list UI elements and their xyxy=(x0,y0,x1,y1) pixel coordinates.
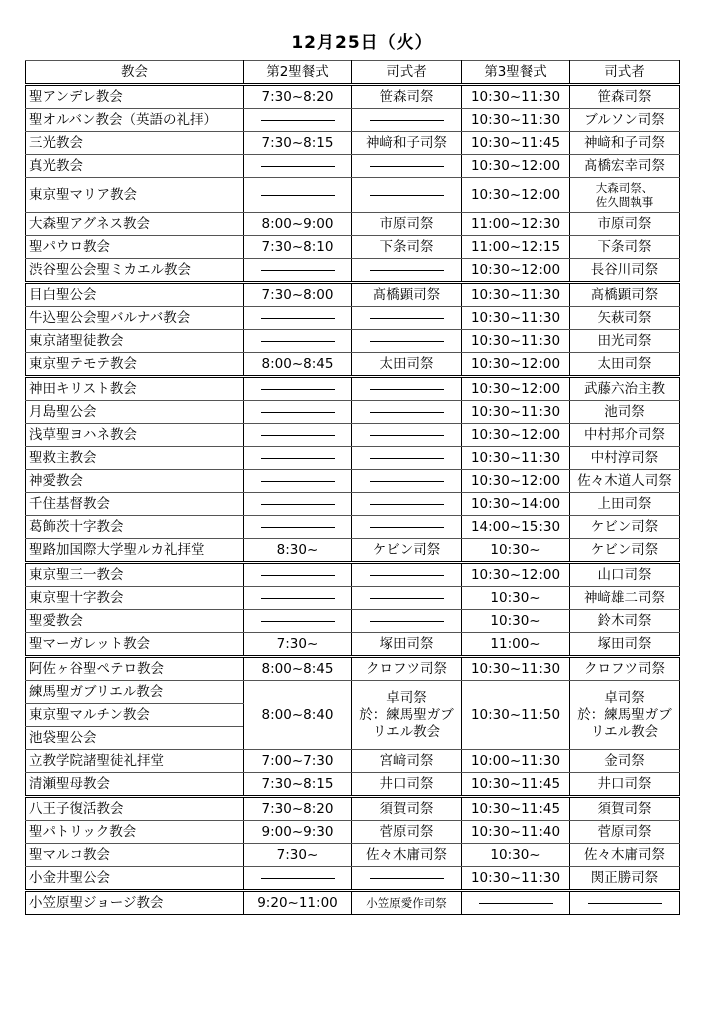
second-service-time: 9:00~9:30 xyxy=(244,821,352,844)
table-row xyxy=(26,377,680,401)
table-row xyxy=(26,867,680,891)
table-row xyxy=(26,563,680,587)
second-service-officiant xyxy=(352,424,462,447)
second-service-officiant: ケビン司祭 xyxy=(352,539,462,563)
third-service-time: 11:00~12:15 xyxy=(462,236,570,259)
church-name: 清瀬聖母教会 xyxy=(26,773,244,797)
second-service-time xyxy=(244,610,352,633)
empty-dash xyxy=(261,621,335,622)
third-service-officiant: 矢萩司祭 xyxy=(570,307,680,330)
empty-dash xyxy=(261,481,335,482)
table-row xyxy=(26,587,680,610)
second-service-officiant: 塚田司祭 xyxy=(352,633,462,657)
church-name: 聖マルコ教会 xyxy=(26,844,244,867)
third-service-time: 10:30~14:00 xyxy=(462,493,570,516)
second-service-time xyxy=(244,493,352,516)
church-name: 小笠原聖ジョージ教会 xyxy=(26,891,244,915)
third-service-officiant: 佐々木道人司祭 xyxy=(570,470,680,493)
third-service-time: 10:30~ xyxy=(462,844,570,867)
second-service-time xyxy=(244,587,352,610)
empty-dash xyxy=(261,527,335,528)
table-row xyxy=(26,633,680,657)
third-service-time: 10:30~11:30 xyxy=(462,283,570,307)
second-service-time: 7:00~7:30 xyxy=(244,750,352,773)
table-row xyxy=(26,307,680,330)
third-service-officiant: 塚田司祭 xyxy=(570,633,680,657)
third-service-time: 10:30~11:30 xyxy=(462,867,570,891)
third-service-officiant: 下条司祭 xyxy=(570,236,680,259)
third-service-officiant xyxy=(570,891,680,915)
empty-dash xyxy=(370,621,444,622)
second-service-officiant: クロフツ司祭 xyxy=(352,657,462,681)
table-row xyxy=(26,424,680,447)
table-row xyxy=(26,155,680,178)
third-service-officiant: 市原司祭 xyxy=(570,213,680,236)
third-service-time: 11:00~12:30 xyxy=(462,213,570,236)
second-service-time xyxy=(244,516,352,539)
empty-dash xyxy=(370,166,444,167)
empty-dash xyxy=(479,903,553,904)
third-service-time: 10:30~12:00 xyxy=(462,155,570,178)
third-service-time: 10:30~11:30 xyxy=(462,401,570,424)
service-schedule-table xyxy=(25,60,680,915)
second-service-time xyxy=(244,330,352,353)
second-service-time: 7:30~8:15 xyxy=(244,132,352,155)
second-service-officiant xyxy=(352,447,462,470)
church-name: 神田キリスト教会 xyxy=(26,377,244,401)
third-service-officiant: 卓司祭 於：練馬聖ガブリエル教会 xyxy=(570,681,680,750)
table-row xyxy=(26,681,680,704)
second-service-time: 7:30~8:20 xyxy=(244,797,352,821)
third-service-time: 10:30~11:30 xyxy=(462,330,570,353)
second-service-officiant xyxy=(352,610,462,633)
second-service-time: 8:00~9:00 xyxy=(244,213,352,236)
empty-dash xyxy=(261,412,335,413)
third-service-time: 10:30~ xyxy=(462,610,570,633)
second-service-officiant xyxy=(352,516,462,539)
table-row xyxy=(26,330,680,353)
church-name: 阿佐ヶ谷聖ペテロ教会 xyxy=(26,657,244,681)
second-service-officiant xyxy=(352,587,462,610)
empty-dash xyxy=(370,598,444,599)
third-service-time: 10:30~11:30 xyxy=(462,447,570,470)
third-service-time: 10:30~12:00 xyxy=(462,353,570,377)
third-service-officiant: 鈴木司祭 xyxy=(570,610,680,633)
empty-dash xyxy=(370,458,444,459)
table-row xyxy=(26,891,680,915)
church-name: 池袋聖公会 xyxy=(26,727,244,750)
table-row xyxy=(26,821,680,844)
third-service-time: 10:30~12:00 xyxy=(462,259,570,283)
second-service-officiant: 井口司祭 xyxy=(352,773,462,797)
church-name: 東京聖テモテ教会 xyxy=(26,353,244,377)
church-name: 真光教会 xyxy=(26,155,244,178)
third-service-time: 10:30~11:45 xyxy=(462,773,570,797)
third-service-time: 10:30~12:00 xyxy=(462,178,570,213)
second-service-officiant xyxy=(352,178,462,213)
church-name: 神愛教会 xyxy=(26,470,244,493)
third-service-time: 10:30~12:00 xyxy=(462,424,570,447)
second-service-officiant: 小笠原愛作司祭 xyxy=(352,891,462,915)
church-name: 東京諸聖徒教会 xyxy=(26,330,244,353)
empty-dash xyxy=(370,195,444,196)
church-name: 東京聖マリア教会 xyxy=(26,178,244,213)
empty-dash xyxy=(370,878,444,879)
table-row xyxy=(26,797,680,821)
header-third-service: 第3聖餐式 xyxy=(462,61,570,85)
empty-dash xyxy=(261,504,335,505)
empty-dash xyxy=(261,458,335,459)
church-name: 聖アンデレ教会 xyxy=(26,85,244,109)
third-service-time: 14:00~15:30 xyxy=(462,516,570,539)
third-service-time: 10:30~11:50 xyxy=(462,681,570,750)
third-service-officiant: 菅原司祭 xyxy=(570,821,680,844)
second-service-time xyxy=(244,109,352,132)
third-service-officiant: 井口司祭 xyxy=(570,773,680,797)
empty-dash xyxy=(370,412,444,413)
table-row xyxy=(26,213,680,236)
third-service-officiant: ケビン司祭 xyxy=(570,539,680,563)
church-name: 聖オルバン教会（英語の礼拝） xyxy=(26,109,244,132)
second-service-officiant: 宮﨑司祭 xyxy=(352,750,462,773)
third-service-time: 10:30~12:00 xyxy=(462,470,570,493)
second-service-time: 9:20~11:00 xyxy=(244,891,352,915)
table-row xyxy=(26,401,680,424)
second-service-officiant xyxy=(352,401,462,424)
second-service-officiant xyxy=(352,155,462,178)
table-row xyxy=(26,283,680,307)
second-service-time: 8:00~8:45 xyxy=(244,657,352,681)
empty-dash xyxy=(261,575,335,576)
third-service-officiant: 神﨑雄二司祭 xyxy=(570,587,680,610)
empty-dash xyxy=(261,435,335,436)
second-service-time: 8:30~ xyxy=(244,539,352,563)
church-name: 聖愛教会 xyxy=(26,610,244,633)
table-row xyxy=(26,447,680,470)
third-service-officiant: 髙橋宏幸司祭 xyxy=(570,155,680,178)
second-service-time: 7:30~8:00 xyxy=(244,283,352,307)
second-service-officiant: 菅原司祭 xyxy=(352,821,462,844)
third-service-officiant: 笹森司祭 xyxy=(570,85,680,109)
third-service-time: 10:30~ xyxy=(462,539,570,563)
church-name: 小金井聖公会 xyxy=(26,867,244,891)
third-service-officiant: 上田司祭 xyxy=(570,493,680,516)
empty-dash xyxy=(370,270,444,271)
empty-dash xyxy=(261,389,335,390)
third-service-officiant: 中村淳司祭 xyxy=(570,447,680,470)
empty-dash xyxy=(588,903,662,904)
church-name: 聖路加国際大学聖ルカ礼拝堂 xyxy=(26,539,244,563)
third-service-officiant: 佐々木庸司祭 xyxy=(570,844,680,867)
second-service-time xyxy=(244,867,352,891)
empty-dash xyxy=(370,481,444,482)
church-name: 東京聖三一教会 xyxy=(26,563,244,587)
second-service-time: 7:30~ xyxy=(244,633,352,657)
church-name: 八王子復活教会 xyxy=(26,797,244,821)
second-service-officiant: 佐々木庸司祭 xyxy=(352,844,462,867)
table-row xyxy=(26,610,680,633)
second-service-officiant: 神﨑和子司祭 xyxy=(352,132,462,155)
second-service-officiant xyxy=(352,307,462,330)
third-service-officiant: 関正勝司祭 xyxy=(570,867,680,891)
empty-dash xyxy=(261,120,335,121)
empty-dash xyxy=(261,598,335,599)
second-service-officiant xyxy=(352,563,462,587)
church-name: 聖救主教会 xyxy=(26,447,244,470)
table-row xyxy=(26,178,680,213)
empty-dash xyxy=(370,341,444,342)
second-service-officiant xyxy=(352,259,462,283)
third-service-officiant: 武藤六治主教 xyxy=(570,377,680,401)
empty-dash xyxy=(261,270,335,271)
third-service-time xyxy=(462,891,570,915)
second-service-time xyxy=(244,155,352,178)
third-service-time: 10:30~11:40 xyxy=(462,821,570,844)
empty-dash xyxy=(370,435,444,436)
table-row xyxy=(26,236,680,259)
third-service-time: 10:30~12:00 xyxy=(462,563,570,587)
church-name: 三光教会 xyxy=(26,132,244,155)
table-row xyxy=(26,516,680,539)
empty-dash xyxy=(370,527,444,528)
third-service-officiant: 須賀司祭 xyxy=(570,797,680,821)
second-service-time: 8:00~8:45 xyxy=(244,353,352,377)
church-name: 目白聖公会 xyxy=(26,283,244,307)
table-row xyxy=(26,844,680,867)
church-name: 東京聖マルチン教会 xyxy=(26,704,244,727)
empty-dash xyxy=(261,166,335,167)
second-service-officiant: 笹森司祭 xyxy=(352,85,462,109)
third-service-time: 10:30~ xyxy=(462,587,570,610)
second-service-officiant xyxy=(352,470,462,493)
second-service-time: 7:30~8:15 xyxy=(244,773,352,797)
second-service-officiant: 卓司祭 於：練馬聖ガブリエル教会 xyxy=(352,681,462,750)
header-row xyxy=(26,61,680,85)
third-service-officiant: 太田司祭 xyxy=(570,353,680,377)
empty-dash xyxy=(370,120,444,121)
page-title: 12月25日（火） xyxy=(291,33,433,53)
church-name: 聖マーガレット教会 xyxy=(26,633,244,657)
second-service-time: 7:30~ xyxy=(244,844,352,867)
table-row xyxy=(26,773,680,797)
second-service-time xyxy=(244,377,352,401)
table-row xyxy=(26,259,680,283)
third-service-time: 10:30~11:30 xyxy=(462,307,570,330)
church-name: 千住基督教会 xyxy=(26,493,244,516)
second-service-time xyxy=(244,563,352,587)
second-service-officiant: 下条司祭 xyxy=(352,236,462,259)
empty-dash xyxy=(370,504,444,505)
empty-dash xyxy=(370,389,444,390)
empty-dash xyxy=(261,878,335,879)
third-service-officiant: 田光司祭 xyxy=(570,330,680,353)
header-officiant: 司式者 xyxy=(352,61,462,85)
church-name: 月島聖公会 xyxy=(26,401,244,424)
second-service-time xyxy=(244,447,352,470)
empty-dash xyxy=(261,341,335,342)
second-service-officiant: 市原司祭 xyxy=(352,213,462,236)
second-service-officiant: 髙橋顕司祭 xyxy=(352,283,462,307)
second-service-officiant: 須賀司祭 xyxy=(352,797,462,821)
header-second-service: 第2聖餐式 xyxy=(244,61,352,85)
third-service-time: 10:30~11:30 xyxy=(462,657,570,681)
third-service-time: 10:00~11:30 xyxy=(462,750,570,773)
second-service-officiant xyxy=(352,867,462,891)
second-service-time: 7:30~8:20 xyxy=(244,85,352,109)
second-service-time xyxy=(244,178,352,213)
third-service-officiant: 山口司祭 xyxy=(570,563,680,587)
third-service-officiant: 神﨑和子司祭 xyxy=(570,132,680,155)
church-name: 立教学院諸聖徒礼拝堂 xyxy=(26,750,244,773)
church-name: 東京聖十字教会 xyxy=(26,587,244,610)
third-service-officiant: 大森司祭、 佐久間執事 xyxy=(570,178,680,213)
second-service-officiant xyxy=(352,377,462,401)
third-service-time: 11:00~ xyxy=(462,633,570,657)
second-service-time xyxy=(244,259,352,283)
third-service-time: 10:30~11:30 xyxy=(462,85,570,109)
church-name: 練馬聖ガブリエル教会 xyxy=(26,681,244,704)
church-name: 聖パウロ教会 xyxy=(26,236,244,259)
table-row xyxy=(26,132,680,155)
header-officiant: 司式者 xyxy=(570,61,680,85)
third-service-officiant: 池司祭 xyxy=(570,401,680,424)
third-service-time: 10:30~11:45 xyxy=(462,132,570,155)
table-row xyxy=(26,109,680,132)
second-service-time: 7:30~8:10 xyxy=(244,236,352,259)
second-service-time xyxy=(244,307,352,330)
second-service-officiant xyxy=(352,109,462,132)
third-service-officiant: クロフツ司祭 xyxy=(570,657,680,681)
third-service-officiant: ブルソン司祭 xyxy=(570,109,680,132)
second-service-time xyxy=(244,424,352,447)
third-service-officiant: 金司祭 xyxy=(570,750,680,773)
table-row xyxy=(26,750,680,773)
empty-dash xyxy=(261,195,335,196)
table-row xyxy=(26,493,680,516)
second-service-time xyxy=(244,470,352,493)
church-name: 聖パトリック教会 xyxy=(26,821,244,844)
second-service-officiant xyxy=(352,493,462,516)
header-church: 教会 xyxy=(26,61,244,85)
third-service-officiant: 髙橋顕司祭 xyxy=(570,283,680,307)
third-service-time: 10:30~11:45 xyxy=(462,797,570,821)
church-name: 渋谷聖公会聖ミカエル教会 xyxy=(26,259,244,283)
second-service-officiant xyxy=(352,330,462,353)
empty-dash xyxy=(261,318,335,319)
table-row xyxy=(26,353,680,377)
table-row xyxy=(26,470,680,493)
church-name: 葛飾茨十字教会 xyxy=(26,516,244,539)
third-service-officiant: 中村邦介司祭 xyxy=(570,424,680,447)
third-service-officiant: 長谷川司祭 xyxy=(570,259,680,283)
empty-dash xyxy=(370,318,444,319)
table-row xyxy=(26,85,680,109)
church-name: 大森聖アグネス教会 xyxy=(26,213,244,236)
second-service-officiant: 太田司祭 xyxy=(352,353,462,377)
third-service-time: 10:30~11:30 xyxy=(462,109,570,132)
second-service-time xyxy=(244,401,352,424)
table-row xyxy=(26,657,680,681)
church-name: 浅草聖ヨハネ教会 xyxy=(26,424,244,447)
third-service-officiant: ケビン司祭 xyxy=(570,516,680,539)
schedule-body xyxy=(26,61,680,915)
empty-dash xyxy=(370,575,444,576)
table-row xyxy=(26,539,680,563)
third-service-time: 10:30~12:00 xyxy=(462,377,570,401)
second-service-time: 8:00~8:40 xyxy=(244,681,352,750)
church-name: 牛込聖公会聖バルナバ教会 xyxy=(26,307,244,330)
